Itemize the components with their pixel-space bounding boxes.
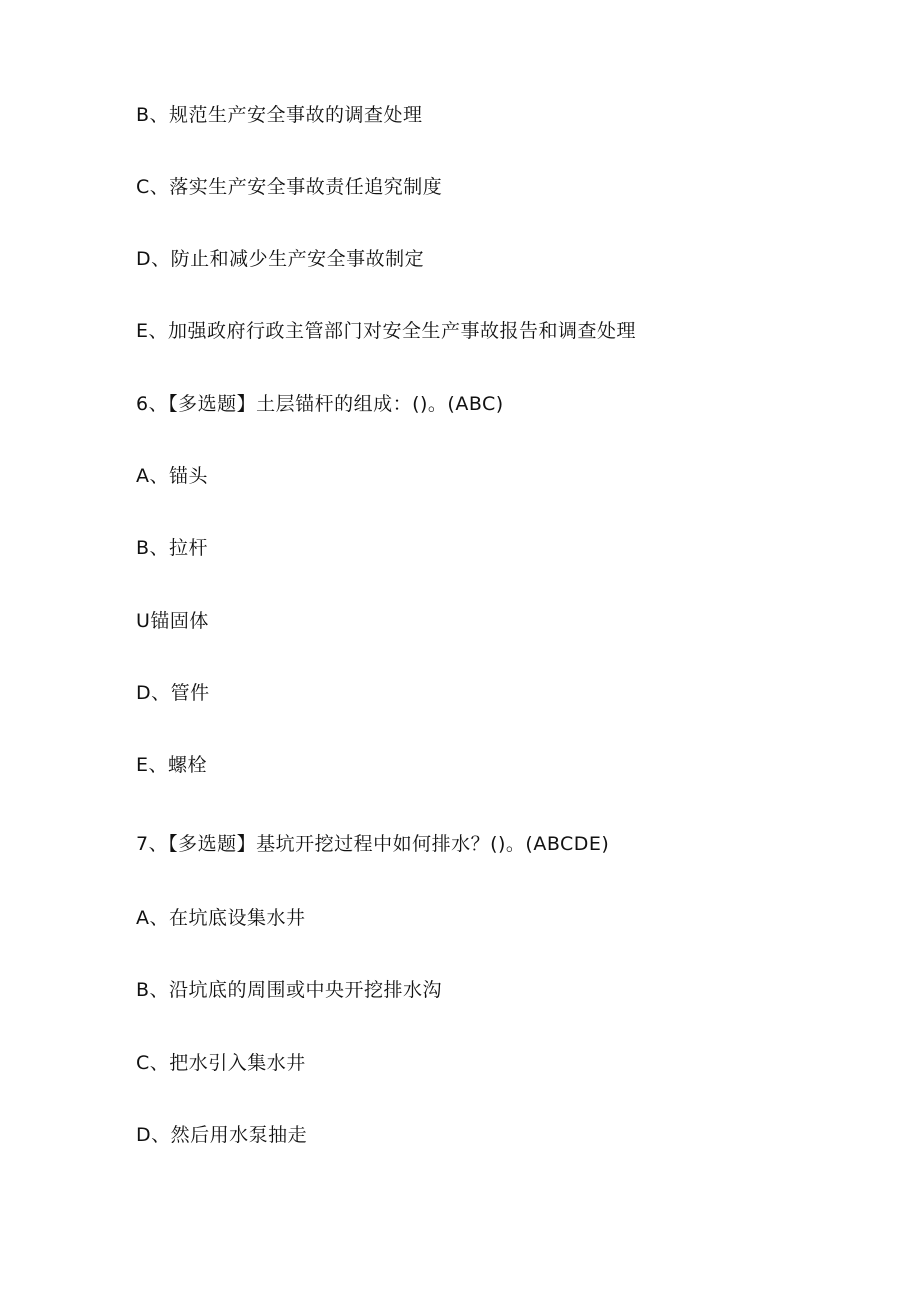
option-line: B、拉杆 [136, 537, 209, 559]
option-line: B、规范生产安全事故的调查处理 [136, 104, 423, 126]
option-line: A、在坑底设集水井 [136, 907, 306, 929]
question-line: 7、【多选题】基坑开挖过程中如何排水？()。(ABCDE) [136, 833, 610, 855]
option-line: A、锚头 [136, 465, 208, 487]
option-line: D、防止和减少生产安全事故制定 [136, 248, 425, 270]
option-line: D、然后用水泵抽走 [136, 1124, 308, 1146]
option-line: E、加强政府行政主管部门对安全生产事故报告和调查处理 [136, 320, 637, 342]
question-line: 6、【多选题】土层锚杆的组成：()。(ABC) [136, 393, 504, 415]
option-line: D、管件 [136, 682, 210, 704]
option-line: C、把水引入集水井 [136, 1052, 306, 1074]
option-line: B、沿坑底的周围或中央开挖排水沟 [136, 979, 443, 1001]
option-line: U锚固体 [136, 610, 209, 632]
option-line: C、落实生产安全事故责任追究制度 [136, 176, 443, 198]
option-line: E、螺栓 [136, 754, 208, 776]
